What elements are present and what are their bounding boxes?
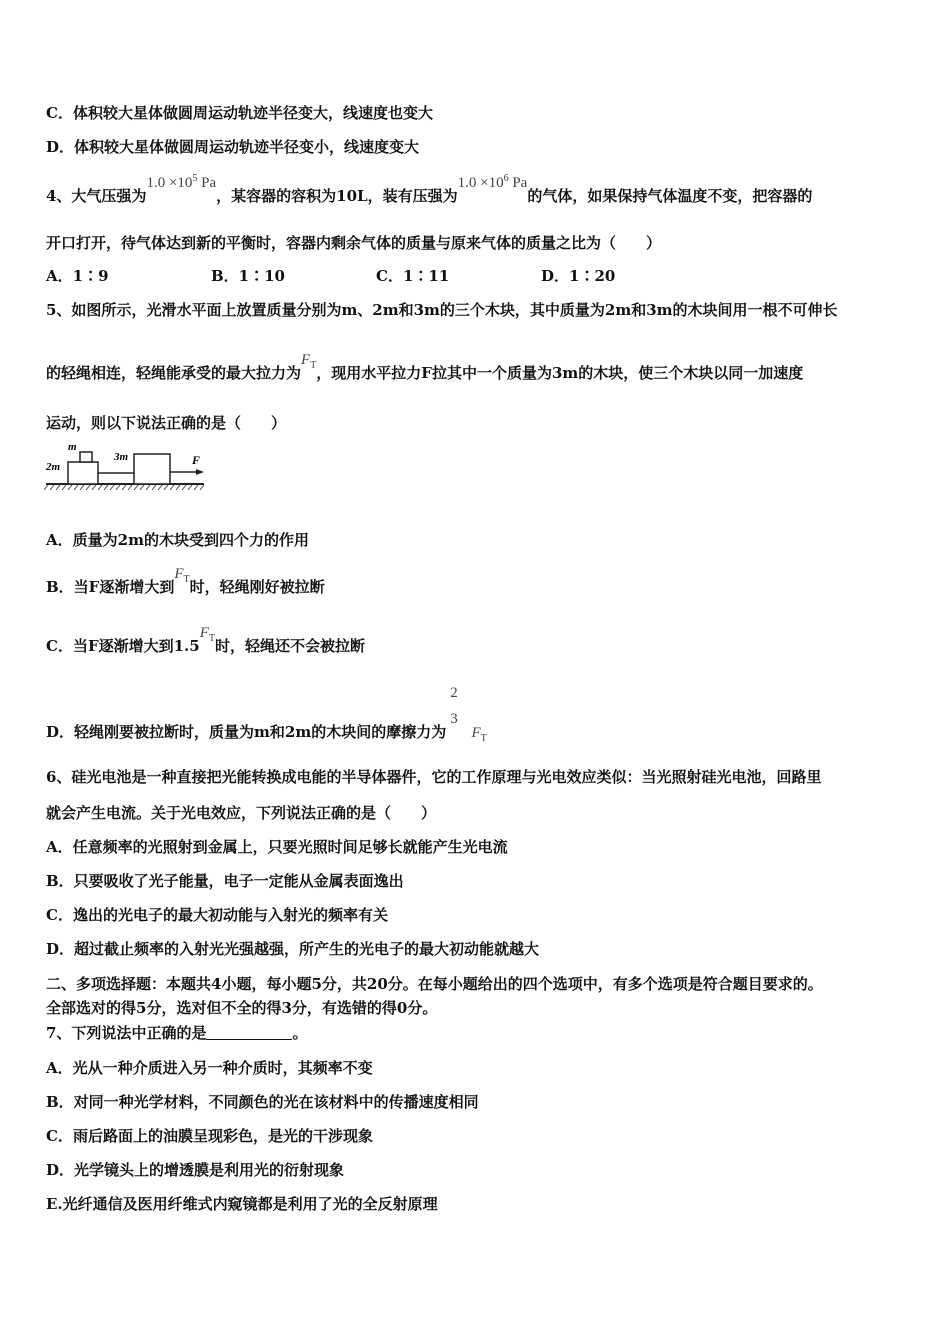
q4-option-b: B．1∶10 (211, 267, 285, 285)
label-2m: 2m (46, 461, 61, 473)
q4-stem-line2: 开口打开，待气体达到新的平衡时，容器内剩余气体的质量与原来气体的质量之比为（ ） (46, 234, 662, 252)
q5-option-d (46, 685, 487, 749)
label-f: F (192, 453, 201, 467)
q5-stem-line2-b: ，现用水平拉力F拉其中一个质量为3m的木块，使三个木块以同一加速度 (316, 364, 804, 382)
q4-p1-unit: Pa (197, 175, 217, 191)
q5-stem-line1: 5、如图所示，光滑水平面上放置质量分别为m、2m和3m的三个木块，其中质量为2m和3m的木块间用一根不可伸长 (46, 301, 838, 319)
q4-options (46, 266, 706, 286)
q4-option-c: C．1∶11 (376, 267, 450, 285)
q5-option-a: A．质量为2m的木块受到四个力的作用 (46, 531, 309, 549)
q7-option-b: B．对同一种光学材料，不同颜色的光在该材料中的传播速度相同 (46, 1093, 479, 1111)
q7-stem (46, 1023, 307, 1043)
q7-option-c: C．雨后路面上的油膜呈现彩色，是光的干涉现象 (46, 1127, 373, 1145)
q4-option-a: A．1∶9 (46, 267, 109, 285)
q5-option-c (46, 625, 365, 663)
q4-p2-base: 1.0 ×10 (457, 175, 504, 191)
q4-stem-part1: 4、大气压强为 (46, 187, 147, 205)
q5-stem-line2 (46, 352, 804, 390)
force-arrow-head (196, 469, 204, 475)
q5-option-c-ft (199, 625, 215, 644)
q5-option-b-ft (174, 566, 190, 585)
q6-stem-line1: 6、硅光电池是一种直接把光能转换成电能的半导体器件，它的工作原理与光电效应类似：当光照射硅光电池，回路里 (46, 768, 822, 786)
q4-pressure-1 (146, 175, 216, 191)
q5-stem-line2-a: 的轻绳相连，轻绳能承受的最大拉力为 (46, 364, 302, 382)
block-2m (68, 462, 98, 484)
block-3m (134, 454, 170, 484)
q5-stem-line3: 运动，则以下说法正确的是（ ） (46, 414, 287, 432)
label-3m: 3m (114, 451, 129, 463)
q4-stem-part3: 的气体，如果保持气体温度不变，把容器的 (527, 187, 813, 205)
q4-stem-line1 (46, 173, 813, 207)
q5-ft-symbol (301, 352, 317, 371)
label-m: m (68, 441, 77, 453)
block-m (80, 452, 92, 462)
q7-option-a: A．光从一种介质进入另一种介质时，其频率不变 (46, 1059, 373, 1077)
q3-option-d: D．体积较大星体做圆周运动轨迹半径变小，线速度变大 (46, 138, 420, 156)
q5-option-b (46, 566, 325, 604)
section2-heading-line2: 全部选对的得5分，选对但不全的得3分，有选错的得0分。 (46, 999, 438, 1017)
q6-option-b: B．只要吸收了光子能量，电子一定能从金属表面逸出 (46, 872, 404, 890)
q4-p2-exp: 6 (503, 173, 509, 184)
q4-p1-base: 1.0 ×10 (146, 175, 193, 191)
q7-option-d: D．光学镜头上的增透膜是利用光的衍射现象 (46, 1161, 345, 1179)
q4-p1-exp: 5 (192, 173, 198, 184)
q4-stem-part2: ，某容器的容积为10L，装有压强为 (216, 187, 458, 205)
q3-option-c: C．体积较大星体做圆周运动轨迹半径变大，线速度也变大 (46, 104, 433, 122)
q4-p2-unit: Pa (508, 175, 528, 191)
q7-answer-blank (206, 1025, 292, 1040)
q7-stem-b: 。 (292, 1024, 308, 1042)
q5-option-c-b: 时，轻绳还不会被拉断 (214, 637, 365, 655)
ft-f: F (471, 725, 481, 741)
q5-option-d-ft (471, 725, 487, 744)
q5-option-c-a: C．当F逐渐增大到1.5 (46, 637, 200, 655)
q4-option-d: D．1∶20 (541, 267, 616, 285)
q5-option-b-a: B．当F逐渐增大到 (46, 578, 175, 596)
q7-option-e: E.光纤通信及医用纤维式内窥镜都是利用了光的全反射原理 (46, 1195, 438, 1213)
q6-option-a: A．任意频率的光照射到金属上，只要光照时间足够长就能产生光电流 (46, 838, 508, 856)
frac-denominator: 3 (450, 711, 458, 727)
fraction-two-thirds (446, 685, 466, 747)
section2-heading-line1: 二、多项选择题：本题共4小题，每小题5分，共20分。在每小题给出的四个选项中，有多个选项是符合题目要求的。 (46, 975, 823, 993)
q5-option-d-a: D．轻绳刚要被拉断时，质量为m和2m的木块间的摩擦力为 (46, 723, 447, 741)
ft-t: T (310, 360, 317, 371)
q7-stem-a: 7、下列说法中正确的是 (46, 1024, 207, 1042)
ft-t: T (208, 633, 215, 644)
q5-block-diagram (44, 440, 214, 496)
q5-option-b-b: 时，轻绳刚好被拉断 (189, 578, 325, 596)
ft-f: F (301, 352, 311, 368)
frac-numerator: 2 (450, 685, 458, 701)
q6-stem-line2: 就会产生电流。关于光电效应，下列说法正确的是（ ） (46, 804, 437, 822)
ground-hatching (44, 485, 204, 490)
q4-pressure-2 (458, 175, 528, 191)
ft-f: F (174, 566, 184, 582)
ft-f: F (199, 625, 209, 641)
ft-t: T (480, 733, 487, 744)
ft-t: T (183, 574, 190, 585)
q6-option-d: D．超过截止频率的入射光光强越强，所产生的光电子的最大初动能就越大 (46, 940, 540, 958)
q6-option-c: C．逸出的光电子的最大初动能与入射光的频率有关 (46, 906, 388, 924)
